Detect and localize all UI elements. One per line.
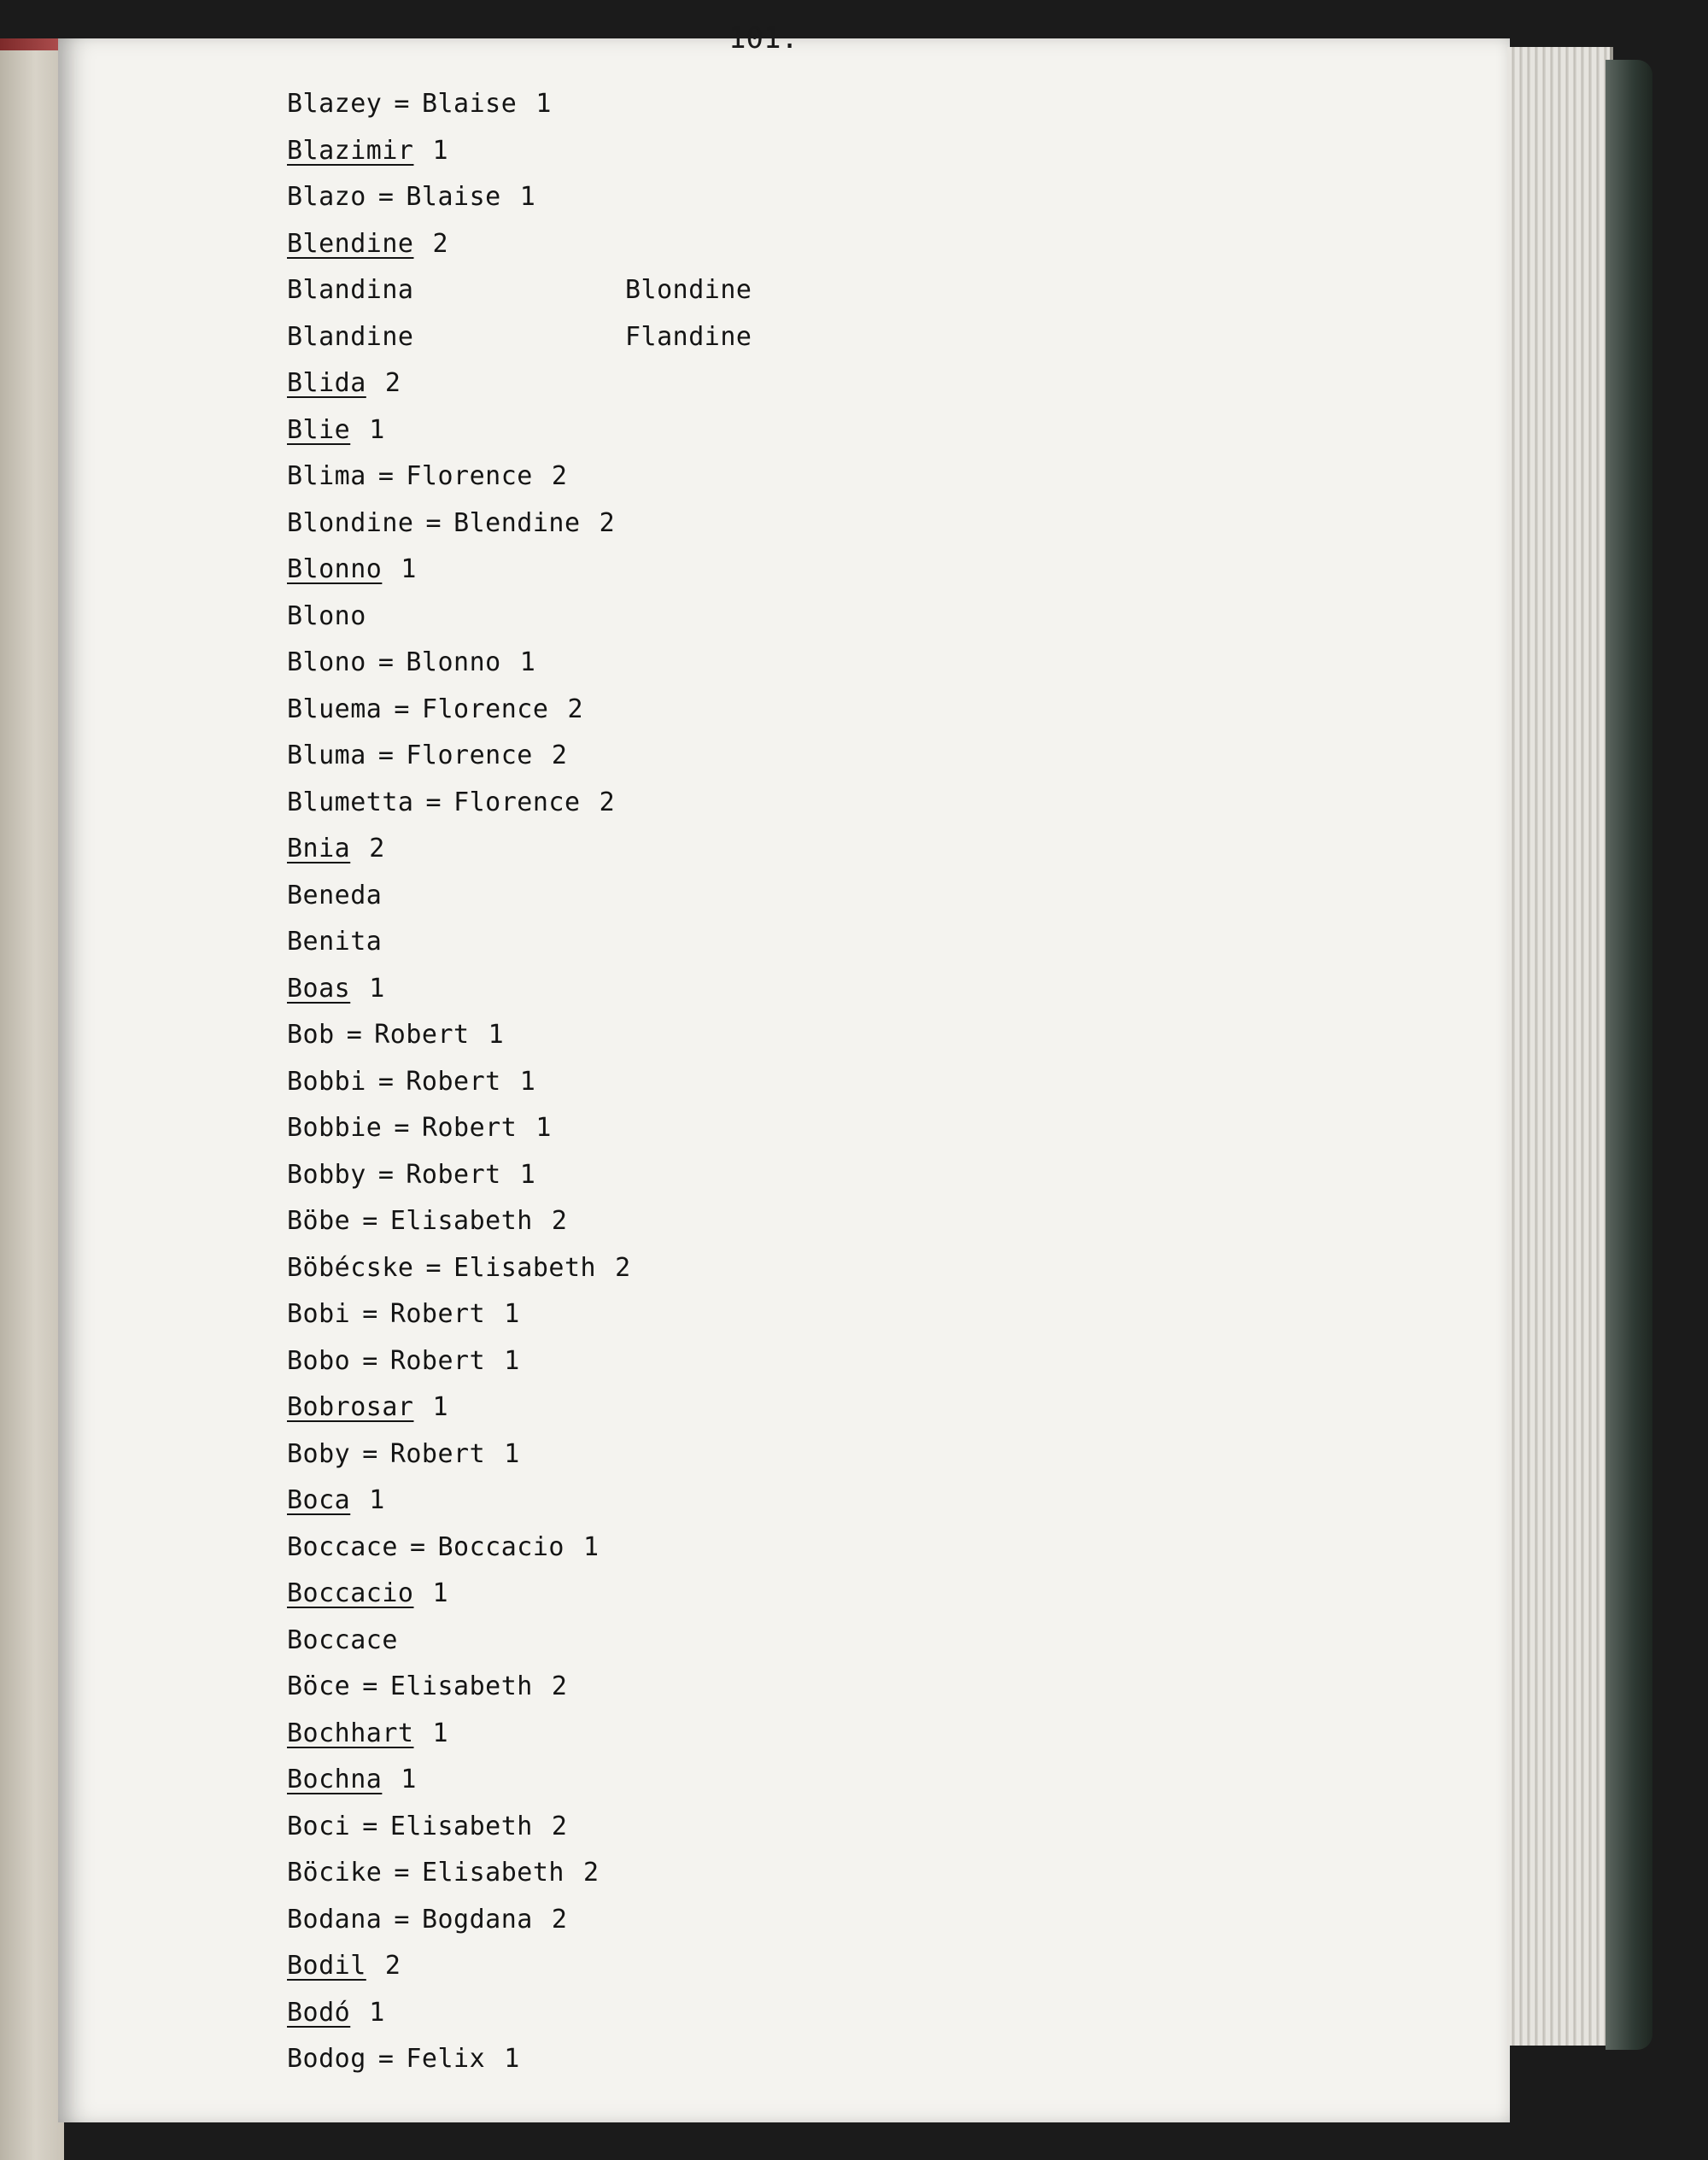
equals-sign: =: [394, 1113, 410, 1143]
entry-count: 1: [504, 1345, 520, 1376]
entry-row: [287, 2036, 631, 2083]
entry-name: Bob: [287, 1020, 335, 1050]
entry-count: 1: [432, 135, 449, 166]
entry-row: [287, 1152, 631, 1199]
equals-sign: =: [394, 1858, 410, 1888]
entry-name: Bobby: [287, 1159, 366, 1190]
entry-reference: Robert: [406, 1159, 501, 1190]
entry-count: 2: [551, 1671, 568, 1701]
page-sheet: [58, 21, 1510, 2122]
entry-headword: [287, 1711, 631, 1758]
entry-row: [287, 1431, 631, 1478]
entry-name: Bnia: [287, 834, 351, 863]
entry-count: 2: [369, 834, 385, 863]
entry-count: 2: [583, 1858, 600, 1888]
entry-name: Blondine: [287, 507, 414, 538]
entry-name: Blie: [287, 414, 351, 445]
equals-sign: =: [425, 507, 442, 538]
equals-sign: =: [377, 461, 395, 491]
entry-row: [287, 174, 631, 221]
entry-reference: Florence: [406, 461, 533, 491]
entry-name: Blandine: [287, 321, 414, 352]
entry-name: Benita: [287, 927, 383, 957]
entry-name: Blida: [287, 368, 366, 398]
entry-reference: Boccacio: [437, 1531, 564, 1562]
entry-reference: Blendine: [453, 507, 581, 538]
entry-count: 1: [519, 182, 536, 212]
entry-reference: Blaise: [406, 182, 501, 212]
entry-row: [287, 640, 631, 687]
entry-row: [287, 1198, 631, 1245]
entry-count: 2: [384, 1951, 401, 1981]
entry-name: Bobbie: [287, 1113, 383, 1143]
entry-count: 2: [551, 1206, 568, 1236]
entry-count: 1: [504, 1299, 520, 1329]
entry-row: [287, 1245, 631, 1292]
entry-count: 1: [504, 1438, 520, 1469]
entry-count: 1: [488, 1020, 505, 1050]
entry-name: Blazey: [287, 89, 383, 119]
entry-name: Boccace: [287, 1624, 398, 1655]
entry-headword: [287, 1384, 631, 1431]
entry-name: Boby: [287, 1438, 351, 1469]
entry-row: [287, 733, 631, 780]
entry-reference: Elisabeth: [389, 1206, 533, 1236]
entry-reference: Robert: [389, 1299, 486, 1329]
entry-count: 1: [535, 1113, 552, 1143]
entry-row: [287, 1291, 631, 1338]
entry-row: [287, 81, 631, 128]
entry-reference: Elisabeth: [389, 1671, 533, 1701]
entry-name: Blonno: [287, 554, 383, 584]
entry-count: 1: [504, 2044, 520, 2074]
entry-reference: Robert: [421, 1113, 518, 1143]
entry-count: 2: [615, 1252, 631, 1283]
entry-count: 1: [369, 414, 385, 445]
entry-reference: Robert: [389, 1438, 486, 1469]
entry-count: 2: [551, 461, 568, 491]
entry-row: [287, 267, 752, 314]
entry-row: [287, 1850, 631, 1897]
entry-headword: [287, 221, 631, 268]
entry-headword: [287, 1571, 631, 1618]
entry-name: Boccace: [287, 1531, 398, 1562]
entry-count: 1: [432, 1392, 449, 1422]
entry-count: 2: [432, 228, 449, 259]
book-cover-edge: [1606, 60, 1652, 2050]
entry-name: Blandina: [287, 275, 414, 305]
entry-reference: Felix: [406, 2044, 486, 2074]
entry-row: [287, 1338, 631, 1385]
equals-sign: =: [362, 1671, 378, 1701]
equals-sign: =: [394, 1904, 410, 1935]
entry-count: 2: [551, 740, 568, 770]
entry-reference: Blonno: [406, 647, 501, 677]
entry-name: Blazo: [287, 182, 366, 212]
entry-name: Bluema: [287, 694, 383, 724]
equals-sign: =: [377, 182, 395, 212]
entry-count: 1: [535, 89, 552, 119]
entry-reference: Blaise: [421, 89, 518, 119]
entry-reference: Florence: [421, 694, 549, 724]
entry-count: 1: [519, 1159, 536, 1190]
entry-row: [287, 314, 752, 361]
equals-sign: =: [362, 1811, 378, 1841]
entry-reference: Robert: [406, 1066, 501, 1097]
entry-count: 2: [551, 1904, 568, 1935]
entry-count: 1: [369, 1485, 385, 1515]
entry-name: Boca: [287, 1485, 351, 1515]
entry-reference: Elisabeth: [421, 1858, 564, 1888]
entry-headword: [287, 1943, 631, 1990]
entry-count: 2: [599, 787, 616, 817]
entry-name: Bodog: [287, 2044, 366, 2074]
entry-row: [287, 1105, 631, 1152]
entry-count: 1: [583, 1531, 600, 1562]
entry-name: Bobi: [287, 1299, 351, 1329]
entry-name: Boccacio: [287, 1578, 414, 1608]
entry-name: Bodana: [287, 1904, 383, 1935]
entry-name: Bobbi: [287, 1066, 366, 1097]
entry-reference: Robert: [374, 1020, 470, 1050]
equals-sign: =: [362, 1299, 378, 1329]
equals-sign: =: [377, 1159, 395, 1190]
entry-row: [287, 1525, 631, 1572]
entry-name: Böbécske: [287, 1252, 414, 1283]
left-page-edge: [0, 38, 64, 2160]
entry-name: Bodil: [287, 1951, 366, 1981]
equals-sign: =: [425, 1252, 442, 1283]
entry-variant: Flandine: [625, 321, 752, 352]
entry-headword: [287, 1990, 631, 2037]
equals-sign: =: [362, 1345, 378, 1376]
entry-name: Boci: [287, 1811, 351, 1841]
entry-headword: [287, 1757, 631, 1804]
entry-name: Blima: [287, 461, 366, 491]
entry-headword: [287, 407, 631, 454]
entry-row: [287, 687, 631, 734]
entry-name: Blono: [287, 600, 366, 631]
entry-count: 1: [369, 973, 385, 1004]
entry-reference: Florence: [453, 787, 581, 817]
entry-row: [287, 1897, 631, 1944]
entry-headword: [287, 547, 631, 594]
entry-name: Bluma: [287, 740, 366, 770]
equals-sign: =: [377, 2044, 395, 2074]
equals-sign: =: [377, 1066, 395, 1097]
entry-count: 1: [519, 647, 536, 677]
entry-row: [287, 594, 631, 641]
entry-count: 1: [519, 1066, 536, 1097]
entry-count: 1: [401, 554, 417, 584]
entry-headword: [287, 966, 631, 1013]
entry-reference: Elisabeth: [453, 1252, 597, 1283]
entry-name: Böcike: [287, 1858, 383, 1888]
entry-row: [287, 919, 631, 966]
entry-count: 2: [567, 694, 583, 724]
entry-count: 2: [599, 507, 616, 538]
entry-row: [287, 1664, 631, 1711]
entry-reference: Florence: [406, 740, 533, 770]
entry-name: Blumetta: [287, 787, 414, 817]
equals-sign: =: [394, 89, 410, 119]
entry-name: Blono: [287, 647, 366, 677]
entry-count: 1: [432, 1718, 449, 1748]
entry-name: Böce: [287, 1671, 351, 1701]
entry-headword: [287, 360, 631, 407]
equals-sign: =: [346, 1020, 363, 1050]
equals-sign: =: [362, 1438, 378, 1469]
entry-count: 1: [369, 1997, 385, 2028]
entry-name: Böbe: [287, 1206, 351, 1236]
entry-row: [287, 454, 631, 500]
page-stack-edges: [1507, 47, 1613, 2046]
entry-row: [287, 1804, 631, 1851]
entry-headword: [287, 1478, 631, 1525]
entry-count: 2: [551, 1811, 568, 1841]
entry-row: [287, 780, 631, 827]
entry-row: [287, 1618, 631, 1665]
entry-name: Beneda: [287, 880, 383, 910]
entry-name: Bochhart: [287, 1718, 414, 1748]
equals-sign: =: [394, 694, 410, 724]
entry-row: [287, 1059, 631, 1106]
page-number: 101.: [728, 21, 798, 56]
entry-reference: Robert: [389, 1345, 486, 1376]
entry-name: Bobo: [287, 1345, 351, 1376]
entry-count: 1: [401, 1765, 417, 1794]
entry-count: 2: [384, 368, 401, 398]
equals-sign: =: [377, 740, 395, 770]
entry-name: Blendine: [287, 228, 414, 259]
entry-row: [287, 500, 631, 547]
equals-sign: =: [362, 1206, 378, 1236]
entry-headword: [287, 128, 631, 175]
entry-variant: Blondine: [625, 275, 752, 305]
entry-name: Bochna: [287, 1765, 383, 1794]
entry-row: [287, 1012, 631, 1059]
entry-reference: Bogdana: [421, 1904, 533, 1935]
entry-headword: [287, 826, 631, 873]
entry-name: Boas: [287, 973, 351, 1004]
equals-sign: =: [377, 647, 395, 677]
entry-name: Bodó: [287, 1997, 351, 2028]
entry-name: Bobrosar: [287, 1392, 414, 1422]
name-entry-list: [287, 81, 752, 2083]
entry-reference: Elisabeth: [389, 1811, 533, 1841]
entry-row: [287, 873, 631, 920]
equals-sign: =: [409, 1531, 426, 1562]
equals-sign: =: [425, 787, 442, 817]
entry-count: 1: [432, 1578, 449, 1608]
entry-name: Blazimir: [287, 135, 414, 166]
